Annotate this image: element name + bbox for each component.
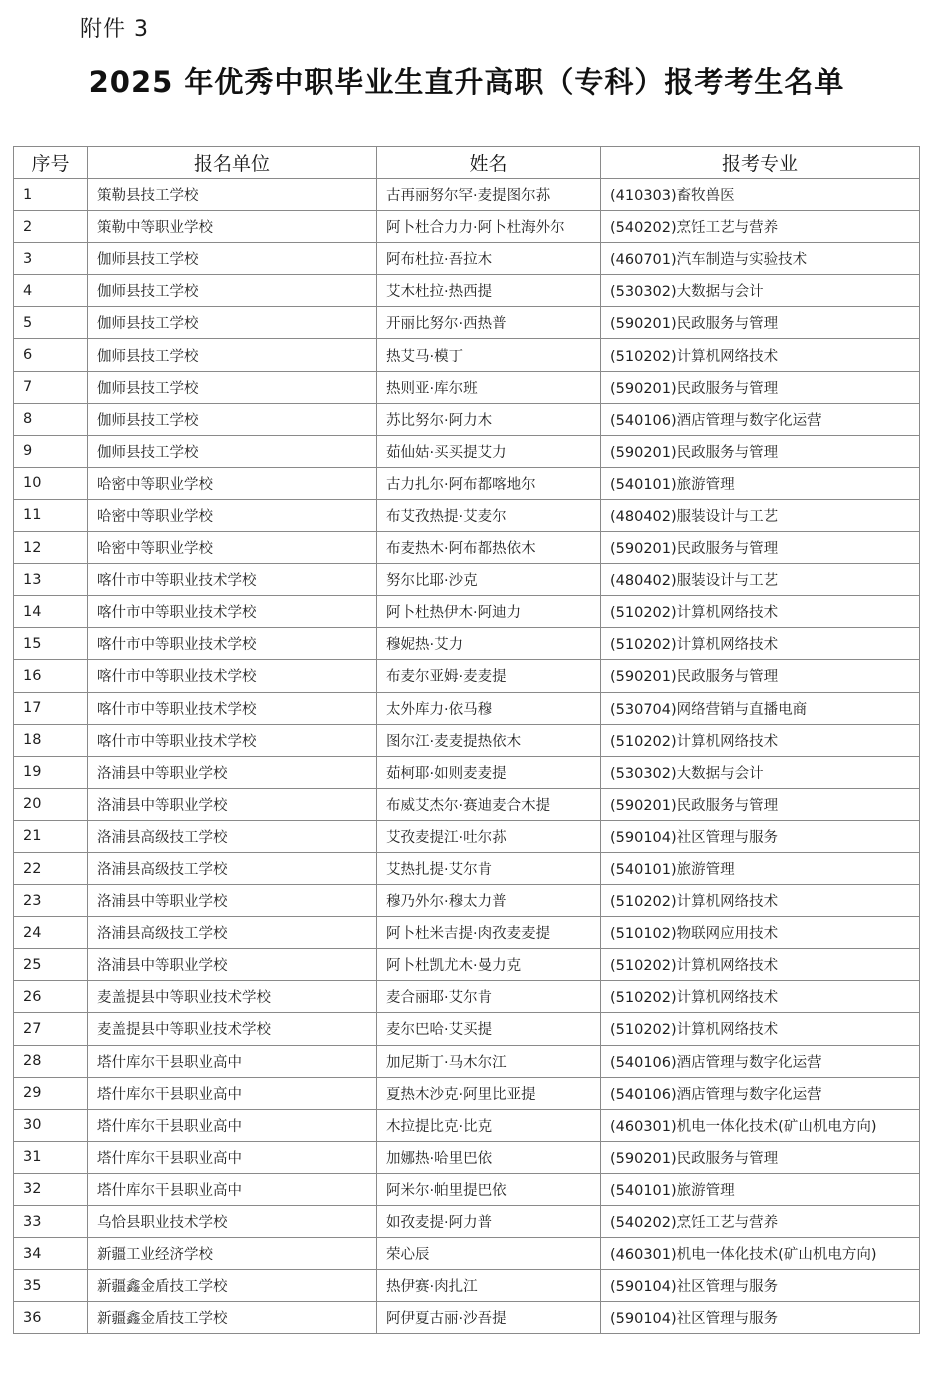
- table-row: [14, 756, 920, 788]
- cell-seq: 6: [14, 339, 88, 371]
- cell-major: (510202)计算机网络技术: [601, 596, 920, 628]
- cell-unit: 塔什库尔干县职业高中: [88, 1141, 377, 1173]
- table-row: [14, 692, 920, 724]
- cell-name: 穆乃外尔·穆太力普: [377, 885, 601, 917]
- cell-seq: 34: [14, 1238, 88, 1270]
- cell-name: 布麦热木·阿布都热依木: [377, 532, 601, 564]
- cell-seq: 31: [14, 1141, 88, 1173]
- cell-unit: 喀什市中等职业技术学校: [88, 660, 377, 692]
- cell-unit: 塔什库尔干县职业高中: [88, 1109, 377, 1141]
- cell-name: 木拉提比克·比克: [377, 1109, 601, 1141]
- cell-unit: 新疆鑫金盾技工学校: [88, 1302, 377, 1334]
- table-row: [14, 820, 920, 852]
- table-row: [14, 788, 920, 820]
- cell-major: (480402)服装设计与工艺: [601, 564, 920, 596]
- cell-major: (530704)网络营销与直播电商: [601, 692, 920, 724]
- cell-unit: 麦盖提县中等职业技术学校: [88, 1013, 377, 1045]
- cell-seq: 32: [14, 1173, 88, 1205]
- cell-name: 图尔江·麦麦提热依木: [377, 724, 601, 756]
- cell-seq: 11: [14, 499, 88, 531]
- table-row: [14, 596, 920, 628]
- table-row: [14, 1077, 920, 1109]
- cell-name: 古再丽努尔罕·麦提图尔荪: [377, 179, 601, 211]
- cell-major: (590201)民政服务与管理: [601, 788, 920, 820]
- cell-seq: 2: [14, 211, 88, 243]
- cell-seq: 26: [14, 981, 88, 1013]
- cell-unit: 洛浦县中等职业学校: [88, 885, 377, 917]
- cell-name: 麦合丽耶·艾尔肯: [377, 981, 601, 1013]
- table-row: [14, 307, 920, 339]
- cell-seq: 23: [14, 885, 88, 917]
- cell-name: 热伊赛·肉扎江: [377, 1270, 601, 1302]
- cell-major: (460301)机电一体化技术(矿山机电方向): [601, 1109, 920, 1141]
- cell-major: (480402)服装设计与工艺: [601, 499, 920, 531]
- cell-major: (540106)酒店管理与数字化运营: [601, 403, 920, 435]
- cell-seq: 28: [14, 1045, 88, 1077]
- table-row: [14, 949, 920, 981]
- cell-major: (540202)烹饪工艺与营养: [601, 1206, 920, 1238]
- cell-major: (460301)机电一体化技术(矿山机电方向): [601, 1238, 920, 1270]
- cell-major: (540202)烹饪工艺与营养: [601, 211, 920, 243]
- cell-unit: 洛浦县中等职业学校: [88, 756, 377, 788]
- cell-major: (590201)民政服务与管理: [601, 435, 920, 467]
- cell-unit: 策勒中等职业学校: [88, 211, 377, 243]
- cell-unit: 洛浦县中等职业学校: [88, 788, 377, 820]
- cell-name: 努尔比耶·沙克: [377, 564, 601, 596]
- table-row: [14, 564, 920, 596]
- cell-seq: 1: [14, 179, 88, 211]
- cell-name: 阿卜杜凯尤木·曼力克: [377, 949, 601, 981]
- cell-major: (590104)社区管理与服务: [601, 820, 920, 852]
- table-row: [14, 1013, 920, 1045]
- cell-name: 阿卜杜热伊木·阿迪力: [377, 596, 601, 628]
- table-row: [14, 499, 920, 531]
- cell-name: 夏热木沙克·阿里比亚提: [377, 1077, 601, 1109]
- cell-name: 阿布杜拉·吾拉木: [377, 243, 601, 275]
- cell-name: 荣心辰: [377, 1238, 601, 1270]
- cell-major: (510202)计算机网络技术: [601, 885, 920, 917]
- cell-unit: 乌恰县职业技术学校: [88, 1206, 377, 1238]
- cell-seq: 21: [14, 820, 88, 852]
- attachment-label: 附件 3: [80, 17, 149, 42]
- table-row: [14, 1270, 920, 1302]
- cell-seq: 33: [14, 1206, 88, 1238]
- cell-name: 太外库力·依马穆: [377, 692, 601, 724]
- header-unit: 报名单位: [88, 147, 377, 179]
- cell-name: 茹仙姑·买买提艾力: [377, 435, 601, 467]
- document-title: 2025 年优秀中职毕业生直升高职（专科）报考考生名单: [88, 65, 845, 99]
- cell-name: 艾热扎提·艾尔肯: [377, 852, 601, 884]
- cell-major: (590201)民政服务与管理: [601, 307, 920, 339]
- cell-major: (510202)计算机网络技术: [601, 724, 920, 756]
- cell-seq: 19: [14, 756, 88, 788]
- cell-major: (590201)民政服务与管理: [601, 371, 920, 403]
- cell-seq: 3: [14, 243, 88, 275]
- table-row: [14, 1045, 920, 1077]
- cell-name: 布麦尔亚姆·麦麦提: [377, 660, 601, 692]
- table-row: [14, 1206, 920, 1238]
- cell-seq: 29: [14, 1077, 88, 1109]
- table-row: [14, 467, 920, 499]
- cell-name: 阿卜杜合力力·阿卜杜海外尔: [377, 211, 601, 243]
- header-name: 姓名: [377, 147, 601, 179]
- cell-seq: 8: [14, 403, 88, 435]
- cell-unit: 喀什市中等职业技术学校: [88, 564, 377, 596]
- table-row: [14, 724, 920, 756]
- table-row: [14, 981, 920, 1013]
- cell-seq: 10: [14, 467, 88, 499]
- cell-unit: 喀什市中等职业技术学校: [88, 596, 377, 628]
- cell-major: (540106)酒店管理与数字化运营: [601, 1045, 920, 1077]
- table-row: [14, 532, 920, 564]
- cell-name: 热艾马·模丁: [377, 339, 601, 371]
- table-row: [14, 403, 920, 435]
- cell-name: 穆妮热·艾力: [377, 628, 601, 660]
- cell-unit: 哈密中等职业学校: [88, 499, 377, 531]
- cell-unit: 洛浦县中等职业学校: [88, 949, 377, 981]
- cell-name: 阿卜杜米吉提·肉孜麦麦提: [377, 917, 601, 949]
- cell-major: (510102)物联网应用技术: [601, 917, 920, 949]
- cell-unit: 洛浦县高级技工学校: [88, 917, 377, 949]
- cell-seq: 14: [14, 596, 88, 628]
- cell-major: (510202)计算机网络技术: [601, 981, 920, 1013]
- cell-name: 布艾孜热提·艾麦尔: [377, 499, 601, 531]
- table-row: [14, 1173, 920, 1205]
- cell-name: 如孜麦提·阿力普: [377, 1206, 601, 1238]
- candidate-table: [13, 146, 920, 1334]
- cell-name: 热则亚·库尔班: [377, 371, 601, 403]
- cell-name: 古力扎尔·阿布都喀地尔: [377, 467, 601, 499]
- table-row: [14, 628, 920, 660]
- cell-major: (530302)大数据与会计: [601, 275, 920, 307]
- cell-name: 艾木杜拉·热西提: [377, 275, 601, 307]
- table-body: [14, 179, 920, 1334]
- cell-unit: 洛浦县高级技工学校: [88, 820, 377, 852]
- table-row: [14, 211, 920, 243]
- cell-seq: 17: [14, 692, 88, 724]
- cell-unit: 喀什市中等职业技术学校: [88, 628, 377, 660]
- cell-seq: 12: [14, 532, 88, 564]
- cell-unit: 喀什市中等职业技术学校: [88, 724, 377, 756]
- cell-unit: 麦盖提县中等职业技术学校: [88, 981, 377, 1013]
- table-row: [14, 371, 920, 403]
- cell-major: (540106)酒店管理与数字化运营: [601, 1077, 920, 1109]
- header-seq: 序号: [14, 147, 88, 179]
- cell-seq: 13: [14, 564, 88, 596]
- cell-seq: 36: [14, 1302, 88, 1334]
- table-row: [14, 1109, 920, 1141]
- cell-major: (540101)旅游管理: [601, 467, 920, 499]
- cell-name: 苏比努尔·阿力木: [377, 403, 601, 435]
- table-row: [14, 1302, 920, 1334]
- cell-name: 加尼斯丁·马木尔江: [377, 1045, 601, 1077]
- cell-unit: 伽师县技工学校: [88, 275, 377, 307]
- cell-major: (510202)计算机网络技术: [601, 339, 920, 371]
- cell-seq: 16: [14, 660, 88, 692]
- cell-unit: 新疆工业经济学校: [88, 1238, 377, 1270]
- cell-name: 布威艾杰尔·赛迪麦合木提: [377, 788, 601, 820]
- cell-major: (510202)计算机网络技术: [601, 949, 920, 981]
- cell-unit: 洛浦县高级技工学校: [88, 852, 377, 884]
- cell-name: 开丽比努尔·西热普: [377, 307, 601, 339]
- cell-unit: 喀什市中等职业技术学校: [88, 692, 377, 724]
- cell-major: (590201)民政服务与管理: [601, 1141, 920, 1173]
- cell-seq: 7: [14, 371, 88, 403]
- cell-seq: 24: [14, 917, 88, 949]
- cell-unit: 伽师县技工学校: [88, 243, 377, 275]
- table-row: [14, 275, 920, 307]
- table-row: [14, 435, 920, 467]
- table-row: [14, 1238, 920, 1270]
- table-row: [14, 917, 920, 949]
- cell-seq: 35: [14, 1270, 88, 1302]
- cell-seq: 25: [14, 949, 88, 981]
- table-row: [14, 179, 920, 211]
- cell-major: (590201)民政服务与管理: [601, 532, 920, 564]
- cell-name: 阿伊夏古丽·沙吾提: [377, 1302, 601, 1334]
- cell-major: (460701)汽车制造与实验技术: [601, 243, 920, 275]
- header-major: 报考专业: [601, 147, 920, 179]
- cell-major: (540101)旅游管理: [601, 852, 920, 884]
- cell-unit: 伽师县技工学校: [88, 371, 377, 403]
- cell-name: 麦尔巴哈·艾买提: [377, 1013, 601, 1045]
- cell-name: 阿米尔·帕里提巴依: [377, 1173, 601, 1205]
- cell-major: (540101)旅游管理: [601, 1173, 920, 1205]
- table-row: [14, 339, 920, 371]
- cell-unit: 伽师县技工学校: [88, 403, 377, 435]
- table-row: [14, 660, 920, 692]
- cell-major: (510202)计算机网络技术: [601, 1013, 920, 1045]
- table-row: [14, 885, 920, 917]
- cell-major: (590104)社区管理与服务: [601, 1302, 920, 1334]
- cell-seq: 15: [14, 628, 88, 660]
- cell-seq: 5: [14, 307, 88, 339]
- table-header-row: [14, 147, 920, 179]
- cell-unit: 伽师县技工学校: [88, 339, 377, 371]
- cell-seq: 27: [14, 1013, 88, 1045]
- cell-unit: 哈密中等职业学校: [88, 467, 377, 499]
- cell-unit: 塔什库尔干县职业高中: [88, 1045, 377, 1077]
- cell-name: 茹柯耶·如则麦麦提: [377, 756, 601, 788]
- cell-major: (510202)计算机网络技术: [601, 628, 920, 660]
- cell-major: (410303)畜牧兽医: [601, 179, 920, 211]
- cell-seq: 9: [14, 435, 88, 467]
- cell-name: 加娜热·哈里巴依: [377, 1141, 601, 1173]
- cell-seq: 18: [14, 724, 88, 756]
- cell-name: 艾孜麦提江·吐尔荪: [377, 820, 601, 852]
- cell-seq: 20: [14, 788, 88, 820]
- table-row: [14, 243, 920, 275]
- cell-major: (530302)大数据与会计: [601, 756, 920, 788]
- cell-seq: 4: [14, 275, 88, 307]
- cell-major: (590201)民政服务与管理: [601, 660, 920, 692]
- cell-unit: 伽师县技工学校: [88, 307, 377, 339]
- cell-seq: 22: [14, 852, 88, 884]
- cell-unit: 塔什库尔干县职业高中: [88, 1077, 377, 1109]
- cell-unit: 新疆鑫金盾技工学校: [88, 1270, 377, 1302]
- cell-major: (590104)社区管理与服务: [601, 1270, 920, 1302]
- table-row: [14, 852, 920, 884]
- cell-unit: 策勒县技工学校: [88, 179, 377, 211]
- cell-unit: 哈密中等职业学校: [88, 532, 377, 564]
- cell-unit: 伽师县技工学校: [88, 435, 377, 467]
- cell-unit: 塔什库尔干县职业高中: [88, 1173, 377, 1205]
- table-row: [14, 1141, 920, 1173]
- cell-seq: 30: [14, 1109, 88, 1141]
